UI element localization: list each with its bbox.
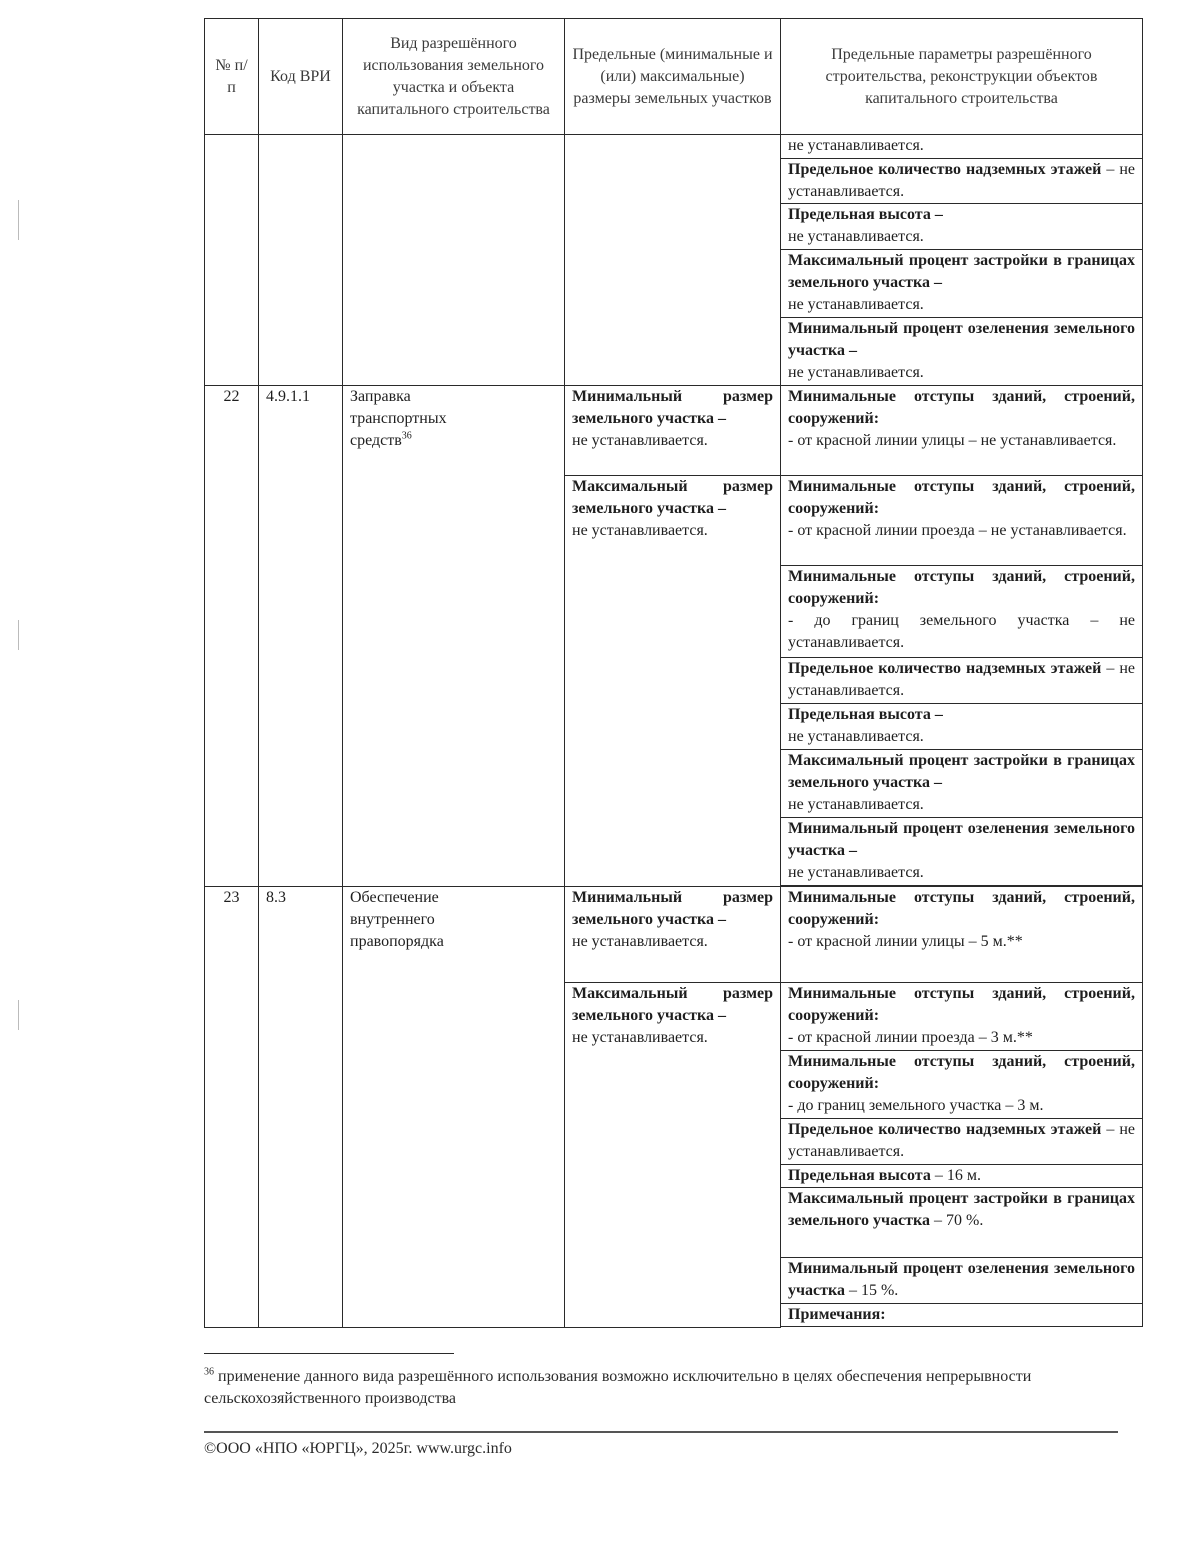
- min-size-value: не устанавливается.: [572, 432, 708, 449]
- min-size-title: Минимальный размер земельного участка –: [572, 388, 773, 427]
- param-text: – 15 %.: [844, 1282, 899, 1299]
- param-title: Максимальный процент застройки в границах земельного участка –: [788, 752, 1135, 791]
- param-title: Предельное количество надземных этажей: [788, 1121, 1102, 1138]
- footnote-divider: [204, 1353, 454, 1354]
- param-text: не устанавливается.: [788, 796, 924, 813]
- param-title: Предельная высота: [788, 1167, 931, 1184]
- table-row-22: [205, 386, 1143, 476]
- cont-code-cell: [259, 135, 343, 386]
- param-text: – не устанавливается.: [788, 161, 1135, 200]
- max-size-title: Максимальный размер земельного участка –: [572, 985, 773, 1024]
- scan-artifact: [18, 200, 19, 240]
- param-cell: [781, 1165, 1143, 1188]
- param-cell: [781, 159, 1143, 204]
- param-title: Предельная высота –: [788, 206, 943, 223]
- spacer-cell: [781, 1327, 1143, 1328]
- param-title: Минимальные отступы зданий, строений, сооружений:: [788, 889, 1135, 928]
- param-text: не устанавливается.: [788, 228, 924, 245]
- param-title: Минимальные отступы зданий, строений, сооружений:: [788, 1053, 1135, 1092]
- param-title: Минимальный процент озеленения земельного участка: [788, 1260, 1135, 1299]
- max-size-cell: [565, 476, 781, 887]
- footer-divider: [204, 1431, 1118, 1433]
- param-cell: [781, 983, 1143, 1051]
- param-cell: [781, 318, 1143, 386]
- scan-artifact: [18, 620, 19, 650]
- min-size-cell: [565, 386, 781, 476]
- param-text: - до границ земельного участка – не устанавливается.: [788, 612, 1135, 651]
- header-vri: Вид разрешённого использования земельного участка и объекта капитального строительства: [343, 19, 565, 135]
- footnote-text: применение данного вида разрешённого использования возможно исключительно в целях обеспечения непрерывности сельскохозяйственного производства: [204, 1368, 1032, 1407]
- param-title: Максимальный процент застройки в границах земельного участка: [788, 1190, 1135, 1229]
- param-text: – не устанавливается.: [788, 660, 1135, 699]
- max-size-title: Максимальный размер земельного участка –: [572, 478, 773, 517]
- param-title: Минимальные отступы зданий, строений, сооружений:: [788, 568, 1135, 607]
- param-title: Предельное количество надземных этажей: [788, 660, 1102, 677]
- min-size-cell: [565, 887, 781, 983]
- vri-name: Обеспечение внутреннего правопорядка: [343, 887, 565, 1328]
- header-params: Предельные параметры разрешённого строительства, реконструкции объектов капитального строительства: [781, 19, 1143, 135]
- footnote-ref: 36: [401, 430, 412, 442]
- param-cell: [781, 1258, 1143, 1304]
- param-text: - от красной линии проезда – 3 м.**: [788, 1029, 1033, 1046]
- header-size: Предельные (минимальные и (или) максимальные) размеры земельных участков: [565, 19, 781, 135]
- param-cell: [781, 566, 1143, 658]
- cont-num-cell: [205, 135, 259, 386]
- footer-copyright: ©ООО «НПО «ЮРГЦ», 2025г. www.urgc.info: [204, 1440, 512, 1457]
- param-title: Максимальный процент застройки в границах земельного участка –: [788, 252, 1135, 291]
- param-title: Минимальный процент озеленения земельного участка –: [788, 820, 1135, 859]
- vri-code: 4.9.1.1: [259, 386, 343, 887]
- vri-name-cell: [343, 386, 565, 887]
- row-number: 22: [205, 386, 259, 887]
- param-title: Минимальные отступы зданий, строений, сооружений:: [788, 478, 1135, 517]
- param-text: не устанавливается.: [788, 364, 924, 381]
- param-cell: [781, 250, 1143, 318]
- cont-vri-cell: [343, 135, 565, 386]
- vri-code: 8.3: [259, 887, 343, 1328]
- param-text: - от красной линии проезда – не устанавливается.: [788, 522, 1127, 539]
- param-cell: [781, 204, 1143, 250]
- param-title: Предельная высота –: [788, 706, 943, 723]
- param-text: – 16 м.: [930, 1167, 981, 1184]
- param-text: - до границ земельного участка – 3 м.: [788, 1097, 1044, 1114]
- vri-name: Заправка транспортных средств: [350, 388, 447, 449]
- min-size-value: не устанавливается.: [572, 933, 708, 950]
- param-cell: [781, 1188, 1143, 1258]
- param-cell: [781, 818, 1143, 886]
- table-header-row: [205, 19, 1143, 135]
- param-cell: [781, 386, 1143, 476]
- param-cell: [781, 1119, 1143, 1165]
- param-text: не устанавливается.: [788, 137, 924, 154]
- table-row-23: [205, 887, 1143, 983]
- footnote: [204, 1366, 1124, 1410]
- footnote-mark: 36: [204, 1366, 214, 1378]
- param-text: - от красной линии улицы – 5 м.**: [788, 933, 1023, 950]
- scan-artifact: [18, 1000, 19, 1030]
- param-text: не устанавливается.: [788, 728, 924, 745]
- param-text: не устанавливается.: [788, 864, 924, 881]
- param-text: – не устанавливается.: [788, 1121, 1135, 1160]
- param-text: не устанавливается.: [788, 296, 924, 313]
- param-title: Предельное количество надземных этажей: [788, 161, 1102, 178]
- header-code: Код ВРИ: [259, 19, 343, 135]
- max-size-cell: [565, 983, 781, 1328]
- param-cell: [781, 135, 1143, 159]
- notes-title: Примечания:: [788, 1306, 886, 1323]
- max-size-value: не устанавливается.: [572, 522, 708, 539]
- param-title: Минимальные отступы зданий, строений, сооружений:: [788, 985, 1135, 1024]
- header-num: № п/п: [205, 19, 259, 135]
- param-cell: [781, 1304, 1143, 1327]
- param-cell: [781, 887, 1143, 983]
- max-size-value: не устанавливается.: [572, 1029, 708, 1046]
- param-text: - от красной линии улицы – не устанавливается.: [788, 432, 1117, 449]
- cont-size-cell: [565, 135, 781, 386]
- param-cell: [781, 658, 1143, 704]
- table-row: [205, 135, 1143, 159]
- min-size-title: Минимальный размер земельного участка –: [572, 889, 773, 928]
- row-number: 23: [205, 887, 259, 1328]
- param-cell: [781, 704, 1143, 750]
- param-cell: [781, 1051, 1143, 1119]
- param-title: Минимальный процент озеленения земельного участка –: [788, 320, 1135, 359]
- param-title: Минимальные отступы зданий, строений, сооружений:: [788, 388, 1135, 427]
- param-cell: [781, 750, 1143, 818]
- regulations-table: [204, 18, 1143, 1328]
- param-cell: [781, 476, 1143, 566]
- param-text: – 70 %.: [930, 1212, 984, 1229]
